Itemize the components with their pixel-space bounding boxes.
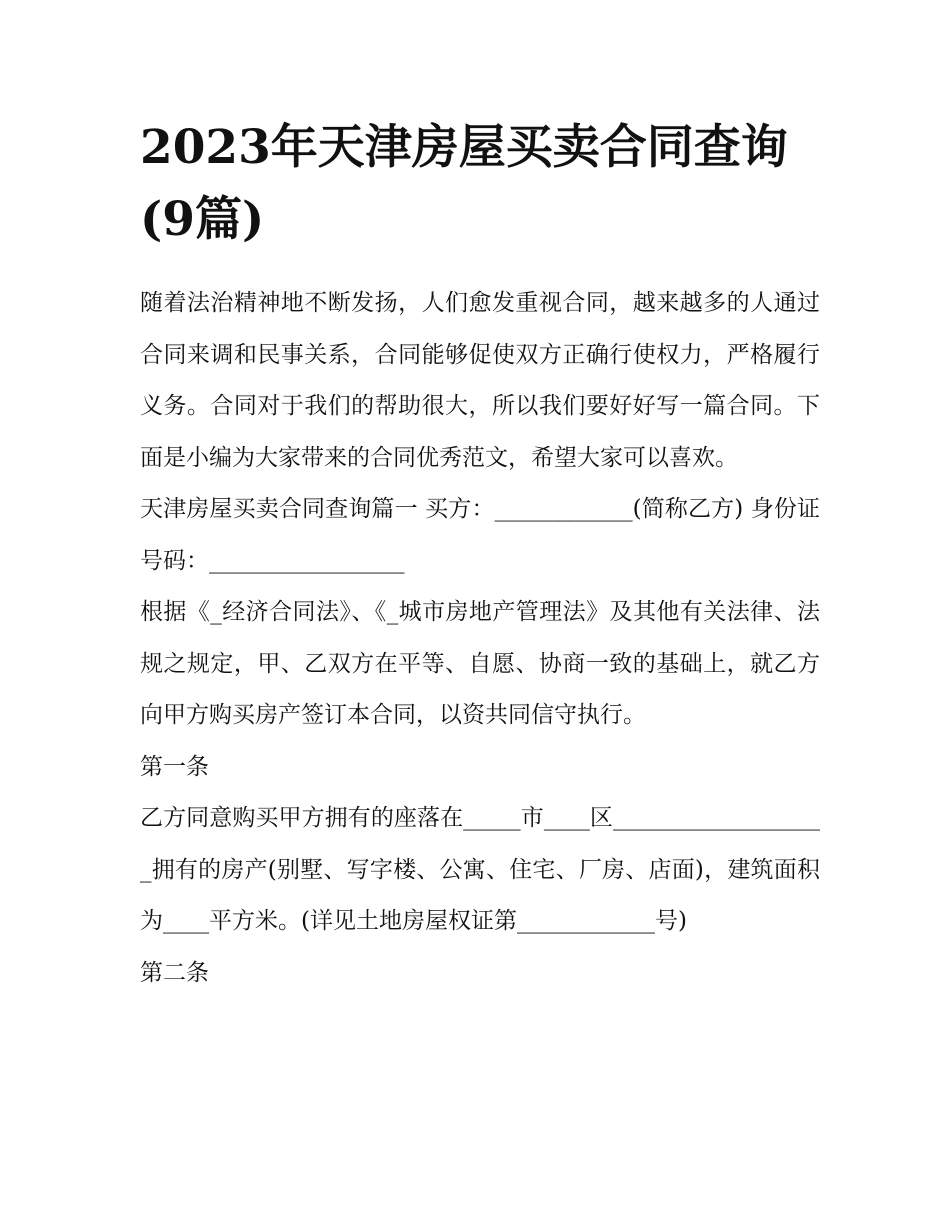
paragraph-intro: 随着法治精神地不断发扬，人们愈发重视合同，越来越多的人通过合同来调和民事关系，合同能够促使双方正确行使权力，严格履行义务。合同对于我们的帮助很大，所以我们要好好写一篇合同。下面是小编为大家带来的合同优秀范文，希望大家可以喜欢。	[140, 290, 820, 471]
article-heading-2: 第二条	[140, 959, 209, 986]
paragraph-property-details: 乙方同意购买甲方拥有的座落在_____市____区___________________拥有的房产(别墅、写字楼、公寓、住宅、厂房、店面)，建筑面积为____平方米。(详见土地房屋权证第____________号)	[140, 805, 820, 934]
title-block	[140, 112, 820, 256]
document-page	[140, 112, 820, 999]
paragraph-buyer-info: 天津房屋买卖合同查询篇一 买方：____________(简称乙方) 身份证号码：_________________	[140, 496, 820, 574]
article-heading-1: 第一条	[140, 753, 209, 780]
document-title: 2023年天津房屋买卖合同查询(9篇)	[140, 120, 788, 247]
paragraph-legal-basis: 根据《_经济合同法》、《_城市房地产管理法》及其他有关法律、法规之规定，甲、乙双方在平等、自愿、协商一致的基础上，就乙方向甲方购买房产签订本合同，以资共同信守执行。	[140, 599, 820, 728]
